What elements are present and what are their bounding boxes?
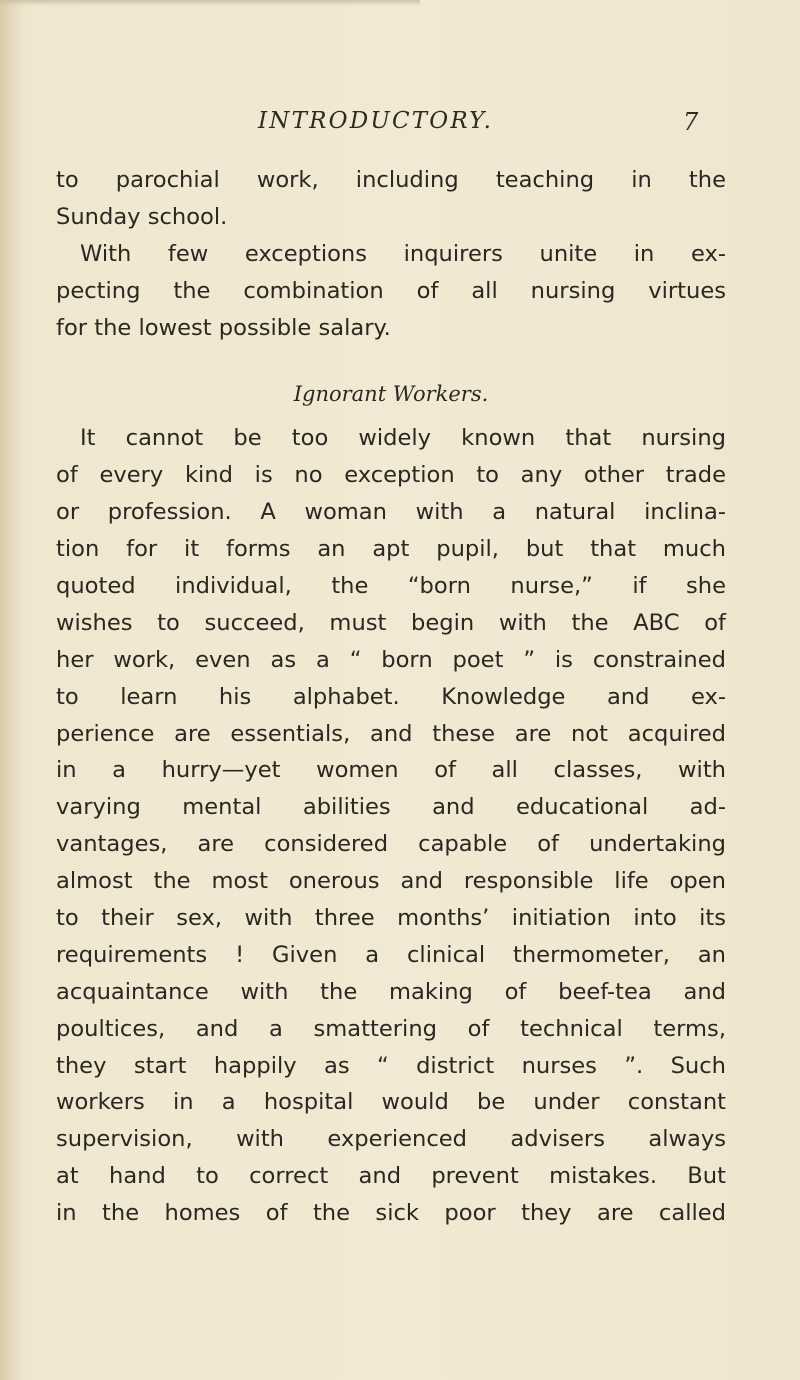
text-line: supervision, with experienced advisers always	[56, 1126, 726, 1153]
text-line: poultices, and a smattering of technical terms,	[56, 1015, 726, 1042]
text-line: vantages, are considered capable of undertaking	[56, 831, 726, 858]
text-line: varying mental abilities and educational ad-	[56, 794, 726, 821]
text-line: of every kind is no exception to any other trade	[56, 462, 726, 489]
paragraph-3	[56, 420, 726, 1232]
text-line: acquaintance with the making of beef-tea and	[56, 978, 726, 1005]
text-line: It cannot be too widely known that nursing	[80, 425, 726, 452]
text-line: quoted individual, the “born nurse,” if she	[56, 573, 726, 600]
text-line: for the lowest possible salary.	[56, 314, 391, 341]
text-line: pecting the combination of all nursing virtues	[56, 277, 726, 304]
text-line: workers in a hospital would be under constant	[56, 1089, 726, 1116]
running-head	[258, 108, 718, 148]
text-line: wishes to succeed, must begin with the ABC of	[56, 609, 726, 636]
text-line: to their sex, with three months’ initiation into its	[56, 905, 726, 932]
body-text	[56, 162, 726, 1232]
text-line: perience are essentials, and these are not acquired	[56, 720, 726, 747]
text-line: her work, even as a “ born poet ” is constrained	[56, 646, 726, 673]
page-number: 7	[683, 108, 699, 136]
text-line: in a hurry—yet women of all classes, with	[56, 757, 726, 784]
text-line: in the homes of the sick poor they are called	[56, 1200, 726, 1227]
paragraph-1	[56, 162, 726, 236]
text-line: to parochial work, including teaching in the	[56, 167, 726, 193]
binding-shadow	[0, 0, 22, 1380]
text-line: they start happily as “ district nurses ”. Such	[56, 1052, 726, 1079]
text-line: at hand to correct and prevent mistakes. But	[56, 1163, 726, 1190]
text-line: almost the most onerous and responsible life open	[56, 868, 726, 895]
paragraph-2	[56, 236, 726, 347]
text-line: tion for it forms an apt pupil, but that much	[56, 536, 726, 563]
text-line: Sunday school.	[56, 203, 228, 230]
section-heading: Ignorant Workers.	[293, 382, 489, 407]
page-top-edge	[0, 0, 420, 6]
text-line: requirements ! Given a clinical thermometer, an	[56, 941, 726, 968]
running-title: INTRODUCTORY.	[258, 108, 494, 134]
text-line: With few exceptions inquirers unite in ex-	[80, 240, 726, 267]
text-line: to learn his alphabet. Knowledge and ex-	[56, 683, 726, 710]
text-line: or profession. A woman with a natural inclina-	[56, 499, 726, 526]
